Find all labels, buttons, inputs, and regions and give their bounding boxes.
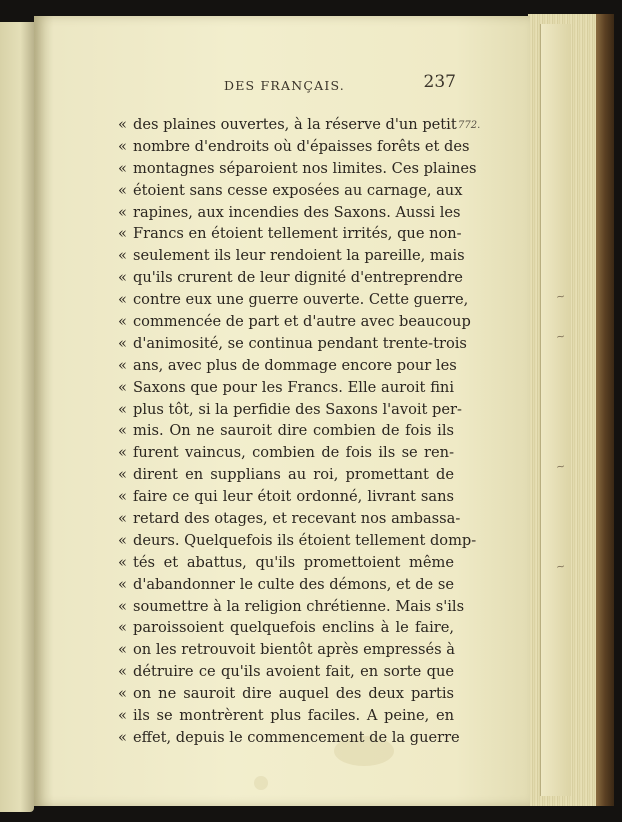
text-line (118, 596, 465, 618)
line-text: contre eux une guerre ouverte. Cette guerre, (133, 291, 469, 309)
quote-mark: « (118, 488, 127, 506)
quote-mark: « (118, 553, 127, 571)
line-text: étoient sans cesse exposées au carnage, aux (133, 181, 463, 199)
line-text: Saxons que pour les Francs. Elle auroit fini (133, 378, 454, 396)
text-line (118, 267, 463, 289)
text-line (118, 617, 454, 639)
line-text: d'animosité, se continua pendant trente-trois (133, 334, 467, 352)
line-text: Francs en étoient tellement irrités, que non- (133, 225, 462, 243)
line-text: ans, avec plus de dommage encore pour les (133, 356, 457, 374)
line-text: furent vaincus, combien de fois ils se ren- (133, 444, 454, 462)
line-text: on ne sauroit dire auquel des deux partis (133, 685, 454, 703)
line-text: mis. On ne sauroit dire combien de fois ils (133, 422, 454, 440)
quote-mark: « (118, 728, 127, 746)
quote-mark: « (118, 400, 127, 418)
quote-mark: « (118, 422, 127, 440)
text-line (118, 158, 477, 180)
text-line (118, 289, 469, 311)
text-line (118, 661, 454, 683)
running-title: DES FRANÇAIS. (224, 78, 345, 93)
line-text: ils se montrèrent plus faciles. A peine, en (133, 707, 454, 725)
quote-mark: « (118, 707, 127, 725)
quote-mark: « (118, 466, 127, 484)
quote-mark: « (118, 510, 127, 528)
text-line (118, 333, 467, 355)
line-text: d'abandonner le culte des démons, et de se (133, 575, 454, 593)
line-text: soumettre à la religion chrétienne. Mais s'ils (133, 597, 465, 615)
text-line (118, 311, 471, 333)
text-line (118, 486, 454, 508)
quote-mark: « (118, 159, 127, 177)
line-text: détruire ce qu'ils avoient fait, en sorte que (133, 663, 454, 681)
book-cover-edge (596, 14, 614, 806)
line-text: faire ce qui leur étoit ordonné, livrant sans (133, 488, 454, 506)
line-text: rapines, aux incendies des Saxons. Aussi les (133, 203, 461, 221)
text-line (118, 574, 454, 596)
handwriting-mark: ~ (555, 329, 567, 344)
text-line (118, 377, 454, 399)
text-line (118, 639, 454, 661)
text-line (118, 530, 477, 552)
text-line (118, 114, 457, 136)
line-text: seulement ils leur rendoient la pareille, mais (133, 247, 465, 265)
text-line (118, 180, 463, 202)
page-stack-inner (540, 24, 571, 796)
line-text: nombre d'endroits où d'épaisses forêts et des (133, 137, 470, 155)
line-text: montagnes séparoient nos limites. Ces plaines (133, 159, 477, 177)
quote-mark: « (118, 247, 127, 265)
line-text: tés et abattus, qu'ils promettoient même (133, 553, 454, 571)
quote-mark: « (118, 137, 127, 155)
text-line (118, 136, 470, 158)
quote-mark: « (118, 619, 127, 637)
line-text: commencée de part et d'autre avec beaucoup (133, 313, 471, 331)
text-line (118, 442, 454, 464)
quote-mark: « (118, 181, 127, 199)
line-text: effet, depuis le commencement de la guerre (133, 728, 460, 746)
text-line (118, 705, 454, 727)
line-text: on les retrouvoit bientôt après empressés à (133, 641, 455, 659)
quote-mark: « (118, 313, 127, 331)
quote-mark: « (118, 531, 127, 549)
text-line (118, 464, 454, 486)
text-line (118, 420, 454, 442)
text-line (118, 399, 462, 421)
page-number: 237 (423, 72, 456, 92)
text-line (118, 552, 454, 574)
quote-mark: « (118, 225, 127, 243)
line-text: deurs. Quelquefois ils étoient tellement domp- (133, 531, 477, 549)
text-line (118, 508, 461, 530)
quote-mark: « (118, 685, 127, 703)
line-text: plus tôt, si la perfidie des Saxons l'avoit per- (133, 400, 462, 418)
text-line (118, 355, 457, 377)
quote-mark: « (118, 641, 127, 659)
text-line (118, 683, 454, 705)
line-text: dirent en supplians au roi, promettant de (133, 466, 454, 484)
handwriting-mark: ~ (555, 559, 567, 574)
quote-mark: « (118, 356, 127, 374)
quote-mark: « (118, 269, 127, 287)
text-line (118, 245, 465, 267)
book-page (34, 16, 530, 806)
handwriting-mark: ~ (555, 459, 567, 474)
running-head (114, 72, 456, 96)
quote-mark: « (118, 444, 127, 462)
quote-mark: « (118, 334, 127, 352)
text-line (118, 202, 461, 224)
quote-mark: « (118, 575, 127, 593)
quote-mark: « (118, 291, 127, 309)
quote-mark: « (118, 378, 127, 396)
text-line (118, 223, 462, 245)
line-text: des plaines ouvertes, à la réserve d'un petit (133, 116, 457, 133)
line-text: qu'ils crurent de leur dignité d'entreprendre (133, 269, 463, 287)
line-text: retard des otages, et recevant nos ambassa- (133, 510, 461, 528)
page-stain (254, 776, 268, 790)
quote-mark: « (118, 597, 127, 615)
margin-date-note: 772. (458, 120, 481, 131)
left-page-edge (0, 22, 34, 812)
text-line (118, 727, 460, 749)
line-text: paroissoient quelquefois enclins à le faire, (133, 619, 454, 637)
quote-mark: « (118, 203, 127, 221)
handwriting-mark: ~ (555, 289, 567, 304)
quote-mark: « (118, 116, 127, 133)
quote-mark: « (118, 663, 127, 681)
